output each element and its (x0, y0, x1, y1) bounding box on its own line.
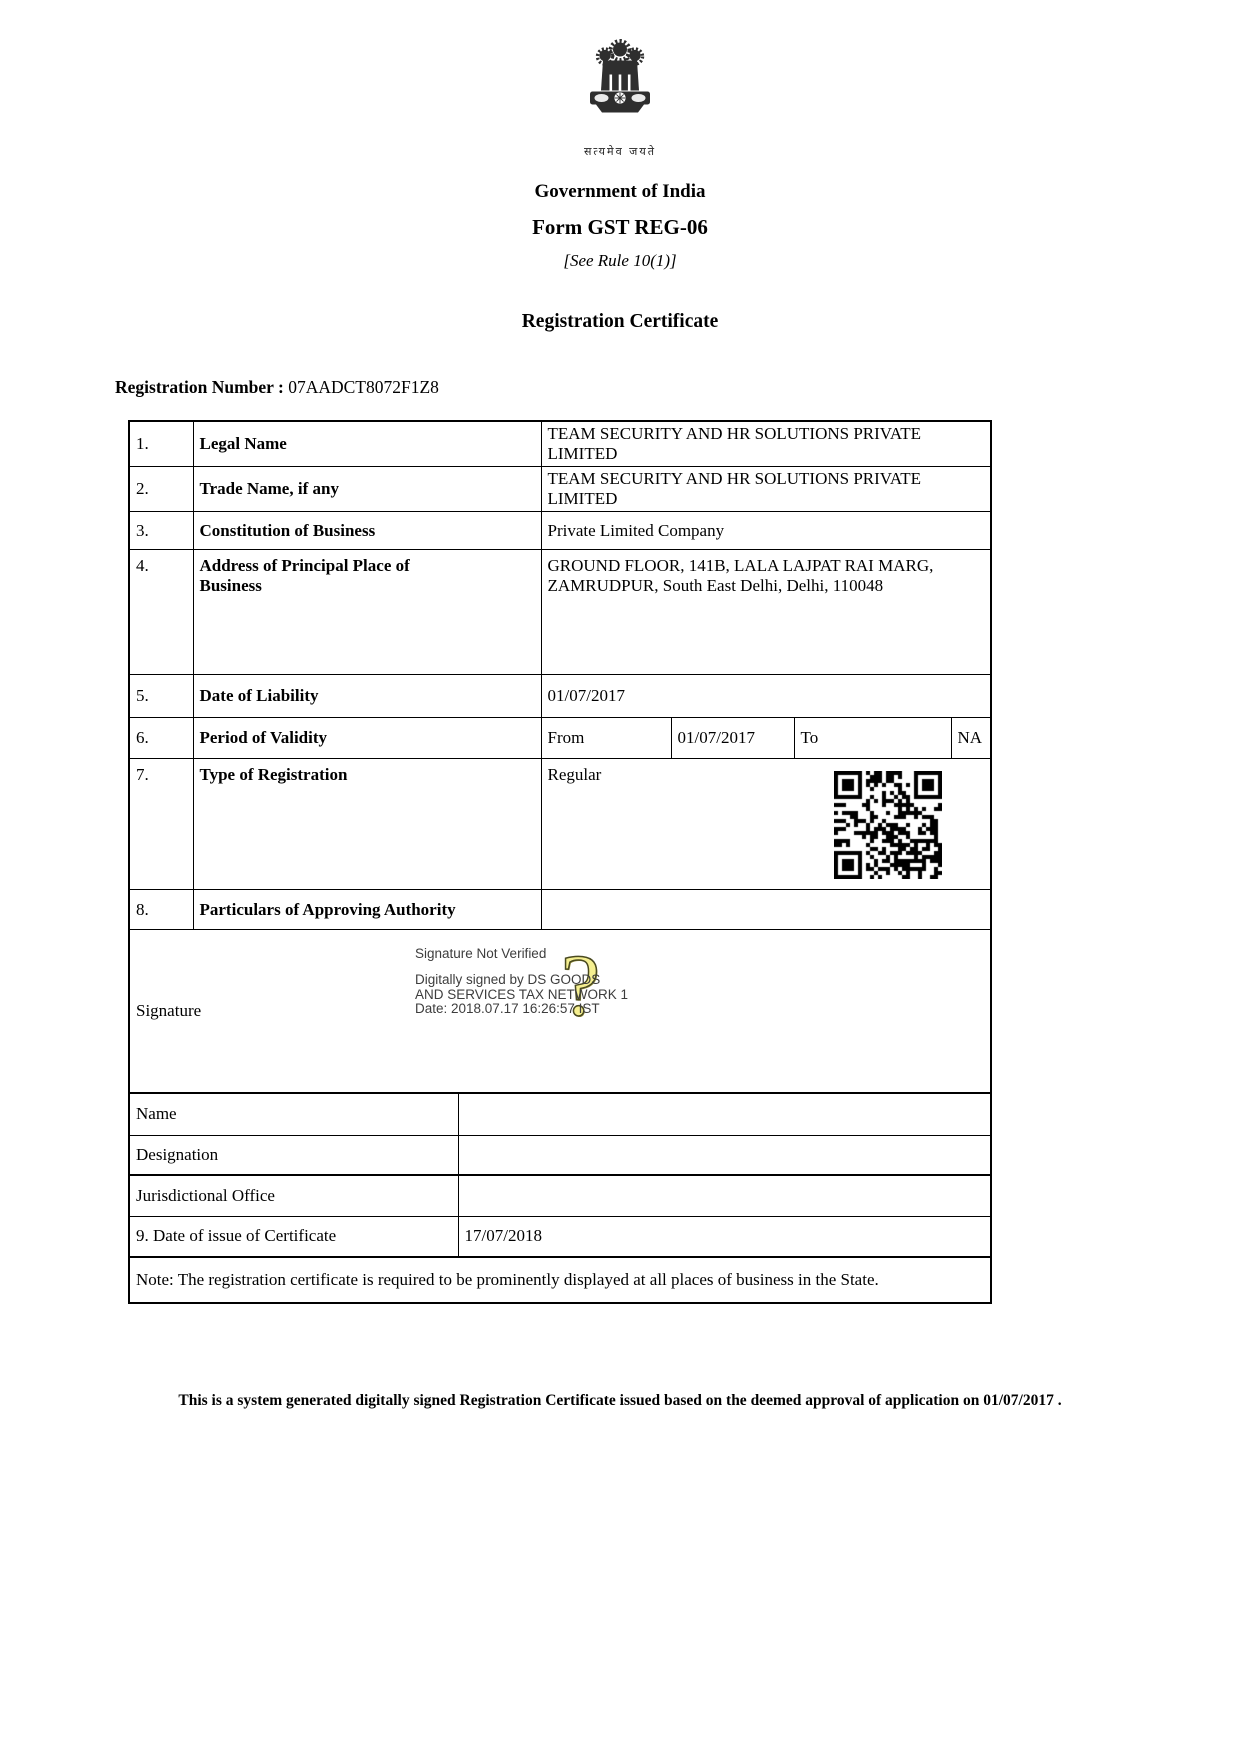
signature-signed-by-line1: Digitally signed by DS GOODS (415, 972, 601, 987)
digital-signature-block (415, 938, 695, 1035)
government-title: Government of India (534, 181, 706, 202)
table-row-legal-name (129, 421, 991, 467)
form-title: Form GST REG-06 (532, 215, 708, 239)
row-number: 6. (129, 718, 193, 759)
row-label: Designation (129, 1136, 458, 1175)
table-row-period-of-validity (129, 718, 991, 759)
row-number: 7. (129, 759, 193, 890)
table-row-trade-name (129, 467, 991, 512)
row-value (458, 1093, 991, 1136)
table-row-approving-authority (129, 890, 991, 930)
table-row-jurisdictional-office (129, 1175, 991, 1217)
qr-code (834, 771, 942, 879)
row-value: TEAM SECURITY AND HR SOLUTIONS PRIVATE LIMITED (541, 467, 991, 512)
registration-number-line (115, 377, 1240, 398)
row-value: TEAM SECURITY AND HR SOLUTIONS PRIVATE LIMITED (541, 421, 991, 467)
rule-reference: [See Rule 10(1)] (563, 251, 677, 270)
emblem-motto: सत्यमेव जयते (583, 145, 656, 158)
row-value (458, 1136, 991, 1175)
row-label: Name (129, 1093, 458, 1136)
validity-to-label: To (794, 718, 951, 759)
signature-label: Signature (136, 1000, 202, 1020)
row-number: 3. (129, 512, 193, 550)
row-number: 1. (129, 421, 193, 467)
note-text: Note: The registration certificate is required to be prominently displayed at all places of business in the State. (129, 1257, 991, 1303)
row-value: 01/07/2017 (541, 675, 991, 718)
signature-not-verified-text: Signature Not Verified (415, 946, 547, 961)
certificate-title: Registration Certificate (521, 311, 719, 332)
row-value (541, 759, 991, 890)
row-label: Trade Name, if any (193, 467, 541, 512)
row-label: Particulars of Approving Authority (193, 890, 541, 930)
row-number: 2. (129, 467, 193, 512)
row-value (541, 890, 991, 930)
footer-statement: This is a system generated digitally signed Registration Certificate issued based on the deemed approval of application on 01/07/2017 . (178, 1391, 1062, 1409)
table-row-constitution (129, 512, 991, 550)
row-number: 5. (129, 675, 193, 718)
registration-number-value: 07AADCT8072F1Z8 (288, 377, 439, 397)
table-row-name (129, 1093, 991, 1136)
row-label: Constitution of Business (193, 512, 541, 550)
row-number: 4. (129, 550, 193, 675)
row-number: 8. (129, 890, 193, 930)
row-label: Period of Validity (193, 718, 541, 759)
emblem-wrap (0, 32, 1240, 159)
india-emblem-icon (584, 32, 656, 137)
signature-question-mark-icon: ? (561, 938, 601, 1035)
row-label: 9. Date of issue of Certificate (129, 1217, 458, 1257)
signature-signed-by-line2: AND SERVICES TAX NETWORK 1 (415, 986, 629, 1002)
table-row-note (129, 1257, 991, 1303)
validity-to-value: NA (951, 718, 991, 759)
signature-cell (129, 930, 991, 1093)
row-label: Address of Principal Place of Business (193, 550, 541, 675)
row-value: GROUND FLOOR, 141B, LALA LAJPAT RAI MARG, ZAMRUDPUR, South East Delhi, Delhi, 110048 (541, 550, 991, 675)
table-row-date-of-liability (129, 675, 991, 718)
row-value: 17/07/2018 (458, 1217, 991, 1257)
certificate-header (0, 32, 1240, 333)
row-value: Private Limited Company (541, 512, 991, 550)
table-row-type-of-registration (129, 759, 991, 890)
row-label: Jurisdictional Office (129, 1175, 458, 1217)
table-row-signature (129, 930, 991, 1093)
validity-from-label: From (541, 718, 671, 759)
row-value (458, 1175, 991, 1217)
table-row-designation (129, 1136, 991, 1175)
registration-type-value: Regular (547, 765, 602, 784)
row-label: Legal Name (193, 421, 541, 467)
signature-date-line: Date: 2018.07.17 16:26:57 IST (415, 1001, 600, 1016)
validity-from-value: 01/07/2017 (671, 718, 794, 759)
registration-number-label: Registration Number : (115, 377, 284, 397)
row-label: Type of Registration (193, 759, 541, 890)
row-label: Date of Liability (193, 675, 541, 718)
table-row-date-of-issue (129, 1217, 991, 1257)
certificate-table (128, 420, 992, 1304)
table-row-address (129, 550, 991, 675)
